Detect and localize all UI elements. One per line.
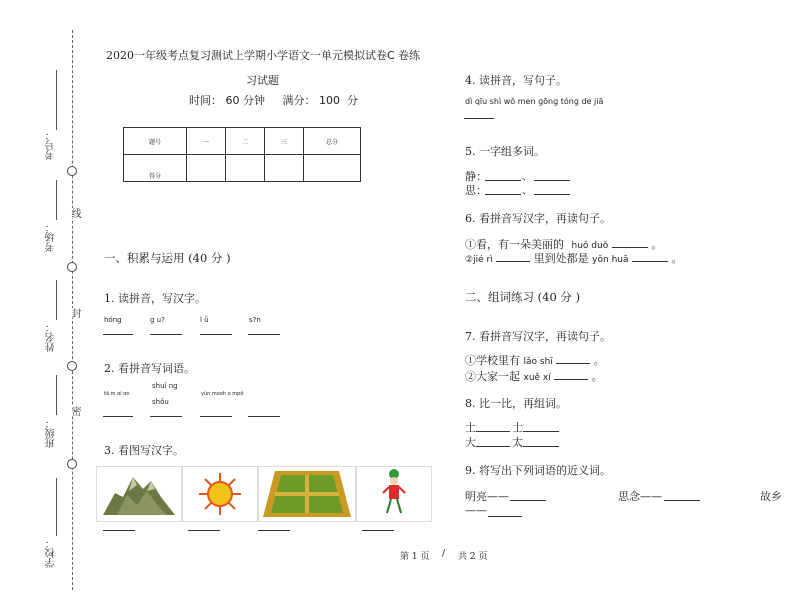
class-line <box>56 375 57 415</box>
score-table-header-row <box>124 128 361 155</box>
page-title: 2020一年级考点复习测试上学期小学语文一单元模拟试卷 <box>106 49 387 62</box>
q5-char: 静： <box>465 170 487 183</box>
field-picture <box>258 466 356 522</box>
score-value: 100 <box>318 94 340 107</box>
score-table-header: 二 <box>226 128 265 155</box>
q9-answer-line[interactable] <box>488 516 522 517</box>
binding-hole-icon <box>67 361 77 371</box>
q8-answer-line[interactable] <box>476 431 510 432</box>
page-separator: / <box>442 549 446 559</box>
q3-answer-line[interactable] <box>362 530 394 531</box>
q8-char: 太 <box>512 436 523 449</box>
q8-answer-line[interactable] <box>523 446 559 447</box>
school-line <box>56 478 57 536</box>
q5-answer-line[interactable] <box>485 194 521 195</box>
score-unit: 分 <box>346 94 358 107</box>
binding-hole-icon <box>67 459 77 469</box>
q6-s2-pinyin-2: yǒn huā <box>592 255 629 265</box>
q7-s1-end: 。 <box>593 354 605 367</box>
q7-s1-pinyin: lǎo shī <box>523 357 553 367</box>
question-1: 1. 读拼音，写汉字。 <box>104 292 206 305</box>
score-cell[interactable] <box>304 155 361 182</box>
q1-answer-line[interactable] <box>103 334 133 335</box>
school-label: 学校： <box>46 538 57 568</box>
name-label: 姓名： <box>46 322 57 352</box>
q8-answer-line[interactable] <box>476 446 510 447</box>
score-table <box>123 127 361 182</box>
q4-answer-line[interactable] <box>464 118 494 119</box>
question-7: 7. 看拼音写汉字，再读句子。 <box>465 330 611 343</box>
q1-pinyin: hónɡ <box>104 316 122 324</box>
q6-s1-answer[interactable] <box>612 247 648 248</box>
name-line <box>56 280 57 320</box>
question-8: 8. 比一比，再组词。 <box>465 397 567 410</box>
q8-char: 土 <box>465 421 476 434</box>
q6-s1-pinyin: huǒ duǒ <box>571 241 609 251</box>
score-table-row <box>124 155 361 182</box>
time-unit: 分钟 <box>243 94 265 107</box>
exam-number-label: 考号： <box>46 130 57 160</box>
q5-answer-line[interactable] <box>485 180 521 181</box>
score-table-header: 题号 <box>124 128 187 155</box>
q3-answer-line[interactable] <box>258 530 290 531</box>
sun-picture <box>182 466 258 522</box>
question-9: 9. 将写出下列词语的近义词。 <box>465 464 611 477</box>
q6-s2-pinyin: ②jié rì <box>465 255 493 265</box>
q7-s2-end: 。 <box>591 370 603 383</box>
question-3: 3. 看图写汉字。 <box>104 444 184 457</box>
page-title-suffix: C 卷练 <box>387 49 421 62</box>
q7-s2-answer[interactable] <box>554 379 588 380</box>
q2-answer-line[interactable] <box>200 416 232 417</box>
time-value: 60 <box>225 94 240 107</box>
q9-word: 思念—— <box>618 490 662 503</box>
binding-hole-icon <box>67 262 77 272</box>
q1-pinyin: ɡ u? <box>150 316 165 324</box>
binding-char-mi: 密 <box>69 406 80 416</box>
q9-word: 明亮—— <box>465 490 509 503</box>
q9-word-tail: —— <box>465 504 487 517</box>
score-table-header: 总分 <box>304 128 361 155</box>
question-5: 5. 一字组多词。 <box>465 145 545 158</box>
q2-answer-line[interactable] <box>248 416 280 417</box>
score-table-header: 三 <box>265 128 304 155</box>
q1-answer-line[interactable] <box>150 334 182 335</box>
score-cell[interactable] <box>226 155 265 182</box>
q6-s2-answer[interactable] <box>496 261 530 262</box>
q6-s2-answer-2[interactable] <box>632 261 668 262</box>
q8-char: 士 <box>512 421 523 434</box>
q7-s2-pinyin: xuě xí <box>523 373 551 383</box>
time-label: 时间： <box>189 94 222 107</box>
q3-answer-line[interactable] <box>188 530 220 531</box>
q2-answer-line[interactable] <box>150 416 182 417</box>
q6-s1-end: 。 <box>651 238 663 251</box>
mountain-picture <box>96 466 182 522</box>
q2-pinyin: shǒu <box>152 398 169 406</box>
exam-room-label: 考场： <box>46 222 57 252</box>
q9-answer-line[interactable] <box>510 500 546 501</box>
q5-char: 思： <box>465 184 487 197</box>
q4-pinyin: dì qīu shì wǒ men ɡōnɡ tónɡ de jiā <box>465 97 604 106</box>
q7-sentence-1 <box>465 352 605 368</box>
question-2: 2. 看拼音写词语。 <box>104 362 195 375</box>
page-total: 共 2 页 <box>458 552 488 562</box>
q5-separator: 、 <box>522 172 532 183</box>
score-label: 满分： <box>282 94 316 107</box>
score-row-label: 得分 <box>124 155 187 182</box>
section-2-heading: 二、组词练习 (40 分 ) <box>465 290 581 304</box>
binding-char-xian: 线 <box>69 208 80 218</box>
q7-s1-answer[interactable] <box>556 363 590 364</box>
person-picture <box>356 466 432 522</box>
q7-s2-text: ②大家一起 <box>465 370 520 383</box>
q7-sentence-2 <box>465 368 603 384</box>
q6-s2-end: 。 <box>671 252 683 265</box>
binding-char-feng: 封 <box>69 308 80 318</box>
q6-sentence-2 <box>465 250 683 266</box>
exam-number-line <box>56 70 57 130</box>
q1-answer-line[interactable] <box>200 334 232 335</box>
q6-s2-text: 里到处都是 <box>533 252 589 265</box>
q6-s1-text: ①看，有一朵美丽的 <box>465 238 564 251</box>
page-subtitle: 习试题 <box>246 74 279 87</box>
q5-separator: 、 <box>522 186 532 197</box>
q1-answer-line[interactable] <box>248 334 280 335</box>
q7-s1-text: ①学校里有 <box>465 354 520 367</box>
binding-hole-icon <box>67 166 77 176</box>
q9-word: 故乡 <box>760 490 782 503</box>
q8-char: 大 <box>465 436 476 449</box>
q2-pinyin: tā m ɑi ɑn <box>104 391 130 397</box>
q3-answer-line[interactable] <box>103 530 135 531</box>
q5-answer-line[interactable] <box>534 180 570 181</box>
q1-pinyin: l ǜ <box>200 316 209 324</box>
q1-pinyin: s?n <box>249 316 261 324</box>
q2-pinyin: shuǐ nɡ <box>152 382 178 390</box>
score-table-header: 一 <box>187 128 226 155</box>
q2-pinyin: yùn mooh o mpō <box>201 391 244 397</box>
question-6: 6. 看拼音写汉字，再读句子。 <box>465 212 611 225</box>
score-cell[interactable] <box>265 155 304 182</box>
q8-answer-line[interactable] <box>523 431 559 432</box>
q2-answer-line[interactable] <box>103 416 133 417</box>
page-number: 第 1 页 <box>400 552 430 562</box>
q5-answer-line[interactable] <box>534 194 570 195</box>
q9-answer-line[interactable] <box>664 500 700 501</box>
exam-room-line <box>56 180 57 220</box>
question-4: 4. 读拼音，写句子。 <box>465 74 567 87</box>
score-cell[interactable] <box>187 155 226 182</box>
section-1-heading: 一、积累与运用 (40 分 ) <box>104 251 231 265</box>
class-label: 班级： <box>46 418 57 448</box>
time-info <box>189 92 358 108</box>
